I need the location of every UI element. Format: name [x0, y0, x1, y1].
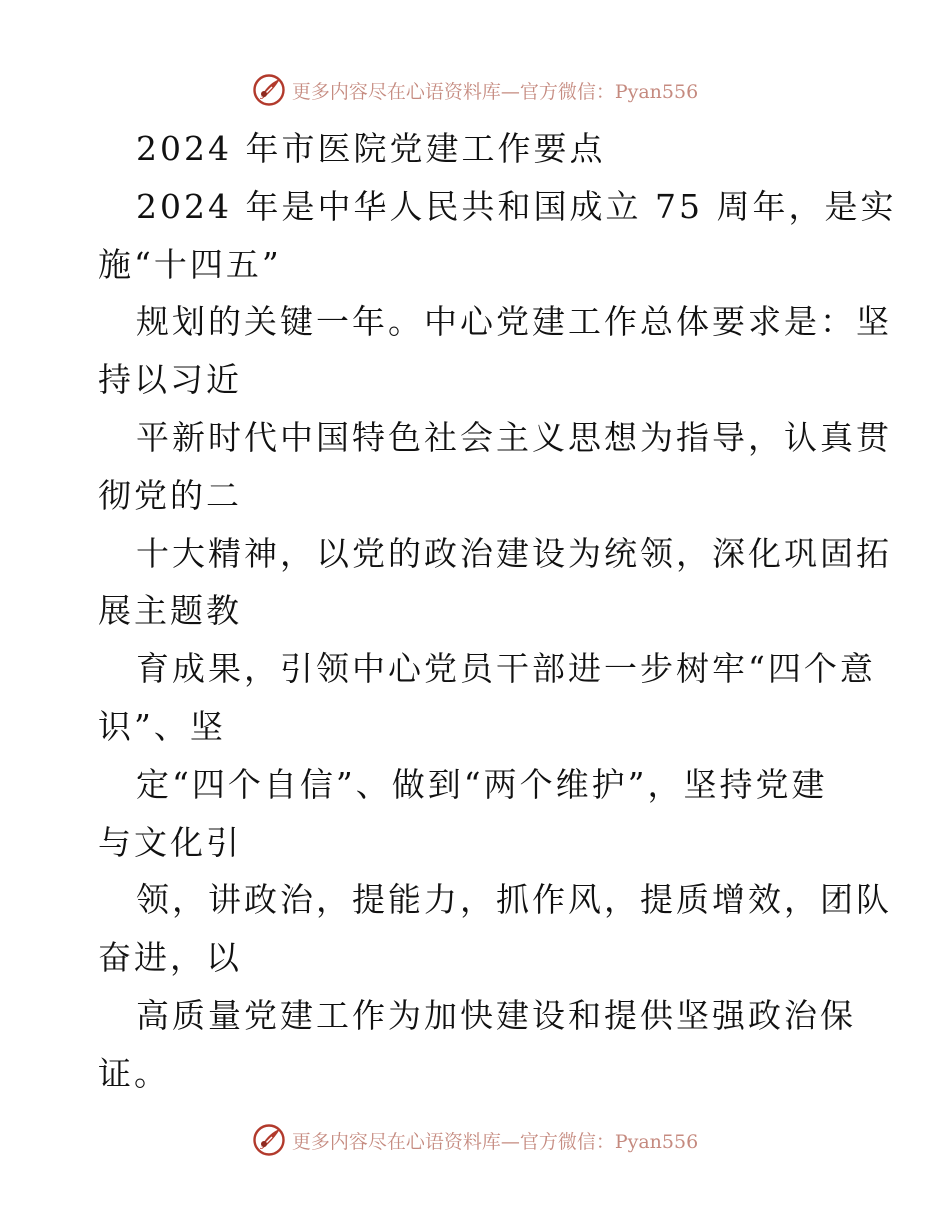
feather-pen-logo-icon	[252, 1123, 286, 1157]
document-title: 2024 年市医院党建工作要点	[136, 129, 606, 168]
paragraph-line: 识”、坚	[98, 706, 226, 746]
watermark-group	[252, 1123, 698, 1157]
watermark-text: 更多内容尽在心语资料库—官方微信：Pyan556	[291, 1130, 699, 1153]
watermark-text: 更多内容尽在心语资料库—官方微信：Pyan556	[291, 80, 699, 103]
paragraph-line: 十大精神，以党的政治建设为统领，深化巩固拓	[136, 533, 892, 573]
paragraph-line: 与文化引	[98, 822, 242, 862]
footer-watermark-banner	[0, 1120, 950, 1160]
watermark-group	[252, 73, 698, 107]
paragraph-line: 领，讲政治，提能力，抓作风，提质增效，团队	[136, 880, 892, 920]
paragraph-line: 平新时代中国特色社会主义思想为指导，认真贯	[136, 417, 892, 457]
paragraph-line: 展主题教	[98, 591, 242, 631]
paragraph-line: 高质量党建工作为加快建设和提供坚强政治保	[136, 995, 856, 1035]
paragraph-line: 定“四个自信”、做到“两个维护”，坚持党建	[136, 764, 828, 804]
paragraph-line: 彻党的二	[98, 475, 242, 515]
paragraph-line: 施“十四五”	[98, 244, 282, 284]
paragraph-line: 规划的关键一年。中心党建工作总体要求是：坚	[136, 302, 892, 342]
paragraph-line: 证。	[98, 1053, 170, 1093]
paragraph-line: 2024 年是中华人民共和国成立 75 周年，是实	[136, 186, 897, 226]
paragraph-line: 奋进，以	[98, 938, 242, 978]
feather-pen-logo-icon	[252, 73, 286, 107]
paragraph-line: 持以习近	[98, 360, 242, 400]
paragraph-line: 育成果，引领中心党员干部进一步树牢“四个意	[136, 649, 876, 689]
header-watermark-banner	[0, 70, 950, 110]
document-body	[98, 120, 897, 1103]
